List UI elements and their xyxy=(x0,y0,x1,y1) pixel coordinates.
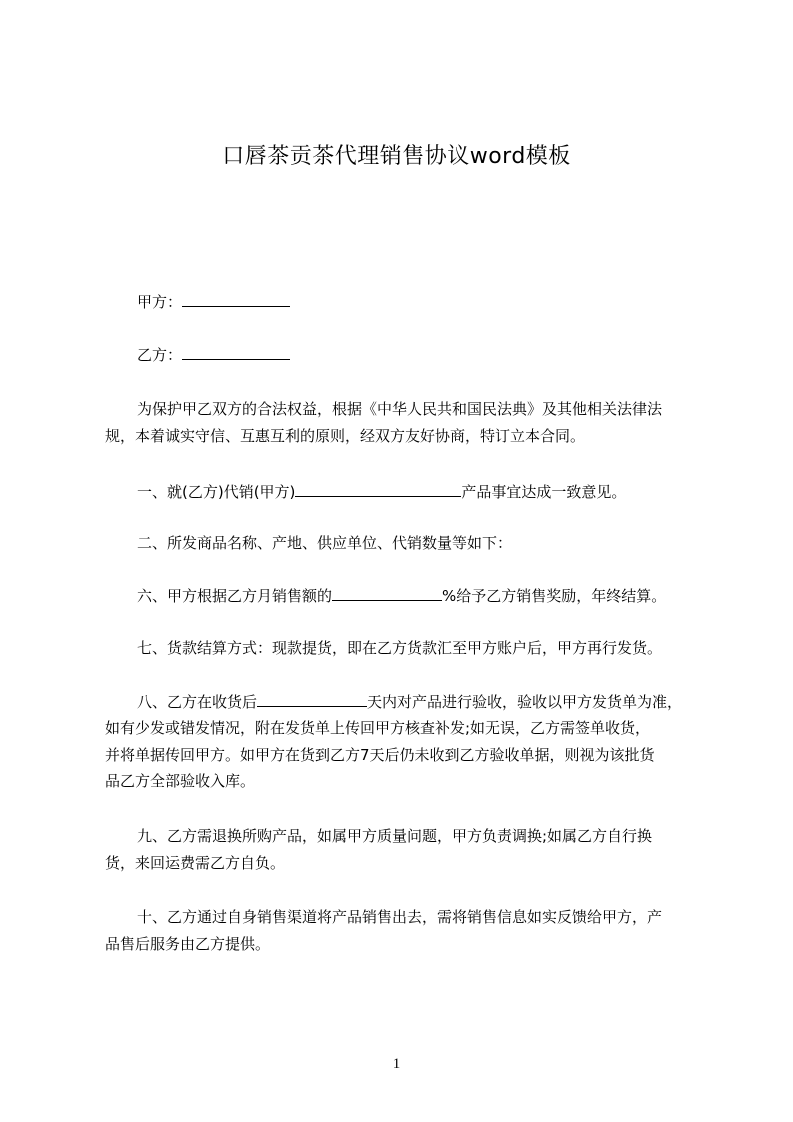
clause-1-text-after: 产品事宜达成一致意见。 xyxy=(461,483,627,501)
clause-6 xyxy=(105,584,737,607)
clause-1 xyxy=(105,480,737,503)
clause-8-line-4: 品乙方全部验收入库。 xyxy=(105,772,256,790)
clause-6-text-before: 六、甲方根据乙方月销售额的 xyxy=(137,587,333,605)
clause-8-line-3: 并将单据传回甲方。如甲方在货到乙方7天后仍未收到乙方验收单据，则视为该批货 xyxy=(105,746,655,764)
party-a-blank xyxy=(182,290,290,307)
preamble-line-2: 规，本着诚实守信、互惠互利的原则，经双方友好协商，特订立本合同。 xyxy=(105,427,586,445)
clause-2: 二、所发商品名称、产地、供应单位、代销数量等如下： xyxy=(137,534,513,552)
clause-8-text-after: 天内对产品进行验收，验收以甲方发货单为准， xyxy=(367,693,683,711)
document-title: 口唇茶贡茶代理销售协议word模板 xyxy=(222,144,571,169)
party-a-label: 甲方： xyxy=(137,293,183,311)
clause-7: 七、货款结算方式：现款提货，即在乙方货款汇至甲方账户后，甲方再行发货。 xyxy=(137,639,663,657)
page-number: 1 xyxy=(392,1056,401,1072)
clause-8-blank xyxy=(257,690,367,707)
clause-10-line-1: 十、乙方通过自身销售渠道将产品销售出去，需将销售信息如实反馈给甲方，产 xyxy=(137,908,663,926)
clause-8-line-2: 如有少发或错发情况，附在发货单上传回甲方核查补发;如无误，乙方需签单收货， xyxy=(105,719,651,737)
party-a-line xyxy=(105,290,737,313)
clause-9-line-1: 九、乙方需退换所购产品，如属甲方质量问题，甲方负责调换;如属乙方自行换 xyxy=(137,827,653,845)
clause-10-line-2: 品售后服务由乙方提供。 xyxy=(105,935,271,953)
clause-1-text-before: 一、就(乙方)代销(甲方) xyxy=(137,483,296,501)
clause-8-text-before: 八、乙方在收货后 xyxy=(137,693,258,711)
clause-9-line-2: 货，来回运费需乙方自负。 xyxy=(105,854,286,872)
clause-6-blank xyxy=(332,584,442,601)
clause-1-blank xyxy=(295,480,461,497)
party-b-blank xyxy=(182,343,290,360)
preamble-line-1: 为保护甲乙双方的合法权益，根据《中华人民共和国民法典》及其他相关法律法 xyxy=(137,400,663,418)
clause-8-line-1 xyxy=(105,690,737,713)
party-b-label: 乙方： xyxy=(137,346,183,364)
clause-6-text-after: %给予乙方销售奖励，年终结算。 xyxy=(442,587,667,605)
party-b-line xyxy=(105,343,737,366)
